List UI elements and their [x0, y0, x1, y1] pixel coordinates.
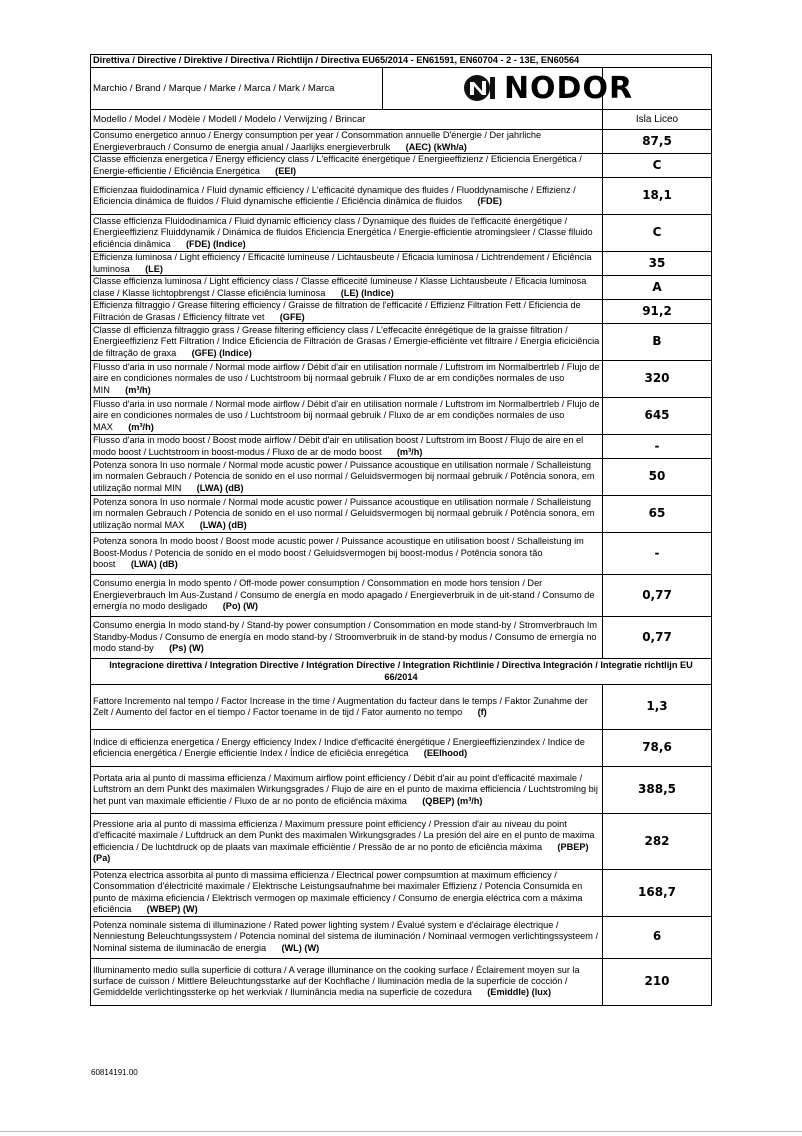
spec-value: 210: [603, 958, 712, 1005]
spec-text: Efficienzaa fluidodinamica / Fluid dynamic efficiency / L'efficacité dynamique des fluides / Fluoddynamische / Effizienz / Eficiencia dinámica de fluidos / Fluid dynamische efficientie / Eficiência dinâmica de fluidos: [93, 184, 576, 206]
spec-description: [91, 617, 603, 659]
spec-row: [91, 685, 712, 730]
nodor-logo-icon: [462, 73, 498, 103]
spec-value: -: [603, 533, 712, 575]
spec-row: [91, 252, 712, 276]
spec-symbol: (LE) (Indice): [340, 287, 394, 298]
spec-description: [91, 154, 603, 178]
spec-text: Flusso d'aria in uso normale / Normal mode airflow / Débit d'air en utilisation normale / Luftstrom im Normalbertrleb / Flujo de aire en condiciones normales de uso / Luchtstroom bij normaal gebruik / Fluxo de ar em condições normales de uso MAX: [93, 398, 600, 432]
spec-text: Efficienza filtraggio / Grease filtering efficiency / Graisse de filtration de l'efficacité / Effizienz Filtration Fett / Eficiencia de Filtración de Grasas / Efficiency filtrate vet: [93, 300, 581, 322]
spec-description: [91, 324, 603, 361]
spec-description: [91, 459, 603, 496]
spec-row: [91, 130, 712, 154]
logo-wordmark: NODOR: [503, 70, 634, 106]
spec-text: Potenza electrica assorbita al punto di massima efficienza / Electrical power compsumtion at maximum efficiency / Consommation d'électricité maximale / Elektrische Leistungsaufnahme bei maximaler Effizienz / Potencia Consumida en punto de máxima eficiencia / Elektrisch vermogen op maximale efficiency / Consumo de energia eléctrica com a máxima eficiência: [93, 870, 583, 915]
spec-symbol: (PBEP) (Pa): [93, 841, 589, 863]
spec-text: Pressione aria al punto di massima efficienza / Maximum pressure point efficiency / Pression d'air au niveau du point d'efficacité maximale / Luftdruck an dem Punkt des maximalen Wirkungsgrades / La presión del aire en el punto de maxima efficiencia / De luchtdruck op de plaats van maximale efficiëntie / Pressão de ar no ponto de eficiência máxima: [93, 818, 595, 852]
spec-description: [91, 300, 603, 324]
spec-row: [91, 215, 712, 252]
spec-description: [91, 252, 603, 276]
spec-symbol: (WBEP) (W): [146, 904, 198, 915]
spec-row: [91, 459, 712, 496]
spec-value: 50: [603, 459, 712, 496]
spec-row: [91, 178, 712, 215]
bottom-rule: [0, 1131, 802, 1132]
directive-header: Direttiva / Directive / Direktive / Directiva / Richtlijn / Directiva EU65/2014 - EN61591, EN60704 - 2 - 13E, EN60564: [91, 55, 712, 68]
spec-row: [91, 767, 712, 814]
spec-description: [91, 916, 603, 958]
integration-rows: [91, 685, 712, 1006]
spec-value: 1,3: [603, 685, 712, 730]
spec-text: Consumo energetico annuo / Energy consumption per year / Consommation annuelle D'énergie / Der jahrliche Energieverbrauch / Consumo de energia anual / Jaarlijks energieverbrulk: [93, 130, 542, 152]
spec-symbol: (FDE) (Indice): [185, 238, 246, 249]
spec-value: 91,2: [603, 300, 712, 324]
spec-description: [91, 870, 603, 917]
spec-text: Potenza sonora In uso normale / Normal mode acustic power / Puissance acoustique en utilisation normale / Schalleistung im normalen Gebrauch / Potencia de sonido en el uso normal / Geluidsvermogen bij normaal gebruik / Potência sonora, em utilização normal MAX: [93, 496, 595, 530]
energy-label-table: [90, 54, 712, 1006]
spec-description: [91, 958, 603, 1005]
spec-row: [91, 916, 712, 958]
brand-label: Marchio / Brand / Marque / Marke / Marca / Mark / Marca: [91, 68, 603, 110]
spec-value: 65: [603, 496, 712, 533]
spec-row: [91, 154, 712, 178]
spec-description: [91, 361, 603, 398]
spec-description: [91, 215, 603, 252]
spec-symbol: (GFE) (Indice): [191, 347, 252, 358]
spec-description: [91, 575, 603, 617]
spec-text: Classe efficienza luminosa / Light efficiency class / Classe efficecité lumineuse / Klasse Lichtausbeute / Eficacia luminosa clase / Klasse lichtopbrengst / Classe eficiência luminosa: [93, 276, 587, 298]
spec-description: [91, 533, 603, 575]
spec-symbol: (LE): [145, 263, 163, 274]
spec-text: Efficienza luminosa / Light efficiency / Efficacité lumineuse / Lichtausbeute / Eficacia luminosa / Lichtrendement / Eficiência luminosa: [93, 252, 592, 274]
spec-symbol: (LWA) (dB): [199, 519, 247, 530]
spec-description: [91, 398, 603, 435]
footer-code: 60814191.00: [91, 1068, 138, 1077]
spec-symbol: (WL) (W): [281, 942, 320, 953]
spec-row: [91, 533, 712, 575]
spec-description: [91, 276, 603, 300]
spec-text: Classe dl efficienza filtraggio grass / Grease filtering efficiency class / L'effecacité énrégétique de la graisse filtration / Energieeffizienz Fett Filtration / Indice Eficiencia de Filtración de Grasas / Emergie-efficiënte vet filtraire / Energia eficiciência de filtração de graxa: [93, 324, 600, 358]
spec-row: [91, 575, 712, 617]
spec-description: [91, 814, 603, 870]
brand-logo: [382, 67, 712, 109]
spec-text: Illuminamento medio sulla superficie di cottura / A verage illuminance on the cooking surface / Éclairement moyen sur la surface de cuisson / Mittlere Beleuchtungsstarke auf der Kochflache / Iluminación media de la superficie de cocción / Gemiddelde verlichtingssterke op het werkviak / Iluminância media na superficie de cozedura: [93, 964, 580, 998]
spec-description: [91, 178, 603, 215]
spec-row: [91, 324, 712, 361]
spec-value: 6: [603, 916, 712, 958]
spec-text: Flusso d'aria in modo boost / Boost mode airflow / Débit d'air en utilisation boost / Luftstrom im Boost / Flujo de aire en el modo boost / Luchtstroom in boost-modus / Fluxo de ar de modo boost: [93, 435, 584, 457]
spec-text: Fattore Incremento nal tempo / Factor Increase in the time / Augmentation du facteur dans le temps / Faktor Zunahme der Zelt / Aumento del factor en el tiempo / Factor toename in de tijd / Fator aumento no tempo: [93, 695, 588, 717]
spec-row: [91, 870, 712, 917]
spec-text: Potenza sonora In modo boost / Boost mode acustic power / Puissance acoustique en utilisation boost / Schalleistung im Boost-Modus / Potencia de sonido en el modo boost / Geluidsvermogen bij boost-modus / Potência sonora tão boost: [93, 536, 584, 570]
spec-symbol: (EEI): [275, 165, 297, 176]
spec-text: Consumo energia In modo spento / Off-mode power consumption / Consommation en mode hors tension / Der Energieverbrauch Im Aus-Zustand / Consumo de energía en modo apagado / Energieverbruik in de uit-stand / Consumo de ernergía no modo desligado: [93, 578, 595, 612]
model-value: Isla Liceo: [603, 110, 712, 130]
spec-text: Indice di efficienza energetica / Energy efficiency Index / Indice d'efficacité énergétique / Energieeffizienzindex / Indice de eficiencia energética / Energie efficientie Index / Índice de eficiêcia enregética: [93, 736, 585, 758]
spec-row: [91, 814, 712, 870]
spec-text: Flusso d'aria in uso normale / Normal mode airflow / Débit d'air en utilisation normale / Luftstrom im Normalbertrleb / Flujo de aire en condiciones normales de uso / Luchtstroom bij normaal gebruik / Fluxo de ar em condições normales de uso MIN: [93, 361, 600, 395]
spec-value: 18,1: [603, 178, 712, 215]
spec-symbol: (m³/h): [125, 384, 151, 395]
spec-description: [91, 685, 603, 730]
spec-row: [91, 730, 712, 767]
spec-description: [91, 767, 603, 814]
spec-value: -: [603, 435, 712, 459]
integration-header: Integracione direttiva / Integration Directive / Intégration Directive / Integration Richtlinie / Directiva Integración / Integratie richtlijn EU 66/2014: [91, 659, 712, 685]
spec-symbol: (m³/h): [396, 446, 423, 457]
spec-symbol: (AEC) (kWh/a): [405, 141, 467, 152]
spec-text: Potenza sonora In uso normale / Normal mode acustic power / Puissance acoustique en utilisation normale / Schalleistung im normalen Gebrauch / Potencia de sonido en el uso normal / Geluidsvermogen bij normaal gebruik / Potência sonora, em utilização normal MIN: [93, 459, 595, 493]
spec-description: [91, 130, 603, 154]
spec-text: Consumo energia In modo stand-by / Stand-by power consumption / Consommation en mode stand-by / Stromverbrauch Im Standby-Modus / Consumo de energía en modo stand-by / Stroomverbruik in de stand-by modus / Consumo de ernergía no modo stand-by: [93, 620, 598, 654]
spec-symbol: (QBEP) (m³/h): [422, 795, 483, 806]
spec-symbol: (m³/h): [128, 421, 154, 432]
spec-row: [91, 617, 712, 659]
spec-value: C: [603, 215, 712, 252]
spec-row: [91, 398, 712, 435]
spec-value: 388,5: [603, 767, 712, 814]
spec-symbol: (FDE): [477, 196, 502, 206]
spec-value: 282: [603, 814, 712, 870]
spec-value: 320: [603, 361, 712, 398]
spec-value: 35: [603, 252, 712, 276]
spec-value: 0,77: [603, 617, 712, 659]
spec-value: A: [603, 276, 712, 300]
spec-description: [91, 435, 603, 459]
spec-symbol: (LWA) (dB): [196, 482, 244, 493]
specs-rows: [91, 130, 712, 659]
model-label: Modello / Model / Modèle / Modell / Modelo / Verwijzing / Brincar: [91, 110, 603, 130]
spec-symbol: (Ps) (W): [169, 643, 204, 654]
spec-symbol: (f): [477, 707, 487, 717]
spec-text: Potenza nominale sistema di illuminazione / Rated power lighting system / Évalué system e d'éclairage électrique / Nenniestung Beleuchtungssystem / Potencia nominal del sistema de iluminación / Nominaal vermogen verlichtingssysteem / Nominal sistema de iluminacão de energia: [93, 920, 599, 953]
spec-symbol: (Emiddle) (lux): [487, 987, 552, 998]
label-sheet: [90, 54, 711, 1006]
spec-row: [91, 496, 712, 533]
spec-description: [91, 496, 603, 533]
spec-description: [91, 730, 603, 767]
spec-value: 78,6: [603, 730, 712, 767]
spec-symbol: (EEIhood): [423, 748, 468, 758]
spec-value: 168,7: [603, 870, 712, 917]
spec-value: 645: [603, 398, 712, 435]
spec-text: Classe efficienza energetica / Energy efficiency class / L'efficacité énergétique / Energieeffizienz / Eficiencia Energética / Energie-efficientie / Eficiência Energética: [93, 154, 582, 176]
spec-row: [91, 435, 712, 459]
spec-symbol: (Po) (W): [222, 601, 258, 612]
spec-value: B: [603, 324, 712, 361]
spec-row: [91, 276, 712, 300]
spec-value: C: [603, 154, 712, 178]
spec-text: Portata aria al punto di massima efficienza / Maximum airflow point efficiency / Débit d'air au point d'efficacité maximale / Luftstrom an dem Punkt des maximalen Wirkungsgrades / Flujo de aire en el punto de maxima efficiencia / Luchtstromlng bij het punt van maximale efficientie / Fluxo de ar no ponto de eficiência máxima: [93, 772, 598, 806]
spec-symbol: (GFE): [279, 311, 305, 322]
spec-text: Classe efficienza Fluidodinamica / Fluid dynamic efficiency class / Dynamique des fluides de l'efficacité énergétique / Energieeffizienz Fluiddynamik / Dinámica de fluidos Eficiencia Energética / Energie-efficientie atromingsleer / Classe flluido eficiência dinâmica: [93, 215, 593, 249]
spec-row: [91, 361, 712, 398]
spec-row: [91, 958, 712, 1005]
spec-value: 87,5: [603, 130, 712, 154]
spec-value: 0,77: [603, 575, 712, 617]
spec-row: [91, 300, 712, 324]
spec-symbol: (LWA) (dB): [130, 559, 178, 570]
